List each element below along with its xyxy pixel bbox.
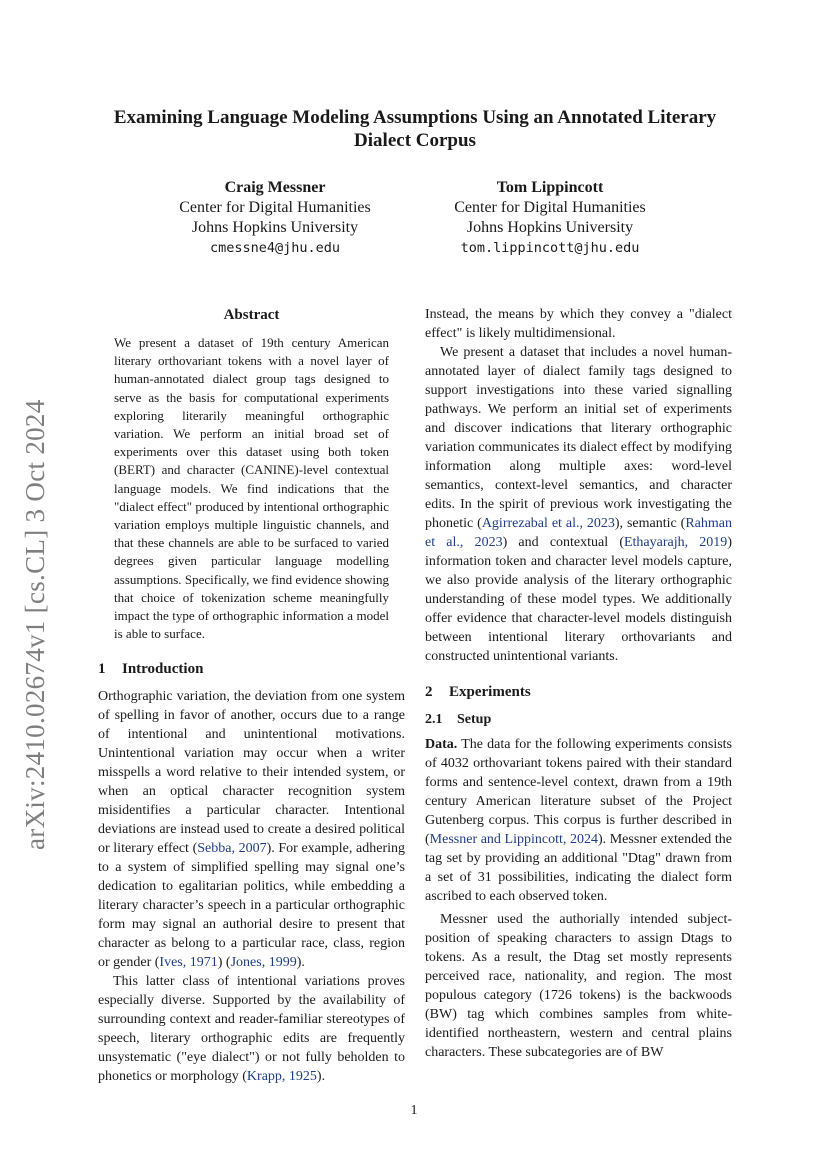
abstract-text: We present a dataset of 19th century American literary orthovariant tokens with a novel layer of human-annotated dialect group tags designed to serve as the basis for computational experiments exploring literarily meaningful orthographic variation. We perform an initial broad set of experiments over this dataset using both token (BERT) and character (CANINE)-level contextual language models. We find indications that the "dialect effect" produced by intentional orthographic variation employs multiple linguistic channels, and that these channels are able to be surfaced to varied degrees given particular language modelling assumptions. Specifically, we find evidence showing that choice of tokenization scheme meaningfully impact the type of orthographic information a model is able to surface.	[114, 335, 389, 642]
author-institution: Johns Hopkins University	[466, 219, 634, 236]
author-affiliation: Center for Digital Humanities	[454, 199, 646, 216]
paragraph-label: Data.	[425, 737, 458, 752]
page-number: 1	[410, 1103, 418, 1118]
citation-link[interactable]: Krapp, 1925	[246, 1069, 317, 1085]
intro-paragraph-1: Orthographic variation, the deviation from one system of spelling in favor of another, occurs due to a range of intentional and unintentional motivations. Unintentional variation may occur when a writer misspells a word relative to their intended system, or when an optical character recognition system misidentifies a particular character. Intentional deviations are instead used to create a desired political or literary effect (Sebba, 2007). For example, adhering to a system of simplified spelling may signal one’s dedication to egalitarian politics, while embedding a literary character’s speech in a particular orthographic form may signal an authorial desire to present that character as belong to a particular race, class, region or gender (Ives, 1971) (Jones, 1999).	[98, 689, 405, 971]
section-title: Experiments	[449, 684, 531, 700]
left-column	[98, 305, 405, 1086]
citation-link[interactable]: Ethayarajh, 2019	[623, 535, 728, 550]
subsection-number: 2.1	[425, 712, 443, 727]
setup-paragraph-1: Data. The data for the following experiments consists of 4032 orthovariant tokens paired with their standard forms and sentence-level context, drawn from a 19th century American literature subset of the Project Gutenberg corpus. This corpus is further described in (Messner and Lippincott, 2024). Messner extended the tag set by providing an additional "Dtag" drawn from a set of 31 possibilities, indicating the dialect form ascribed to each observed token.	[425, 737, 732, 904]
citation-link[interactable]: Sebba, 2007	[197, 841, 267, 857]
intro-paragraph-3: We present a dataset that includes a novel human-annotated layer of dialect family tags designed to support investigations into these varied signalling pathways. We perform an initial set of experiments and discover indications that literary orthographic variation communicates its dialect effect by modifying information along multiple axes: word-level semantics, context-level semantics, and character edits. In the spirit of previous work investigating the phonetic (Agirrezabal et al., 2023), semantic (Rahman et al., 2023) and contextual (Ethayarajh, 2019) information token and character level models capture, we also provide analysis of the literary orthographic understanding of these model types. We additionally offer evidence that character-level models distinguish between intentional literary orthovariants and constructed unintentional variants.	[425, 345, 732, 664]
author-name: Tom Lippincott	[496, 179, 604, 196]
intro-continuation: Instead, the means by which they convey a "dialect effect" is likely multidimensional.	[425, 307, 732, 341]
section-number: 1	[98, 661, 106, 678]
arxiv-stamp: arXiv:2410.02674v1 [cs.CL] 3 Oct 2024	[20, 399, 50, 850]
subsection-heading-setup	[425, 710, 732, 729]
section-number: 2	[425, 684, 433, 700]
author-name: Craig Messner	[224, 179, 326, 196]
citation-link[interactable]: Jones, 1999	[230, 955, 297, 971]
author-email: tom.lippincott@jhu.edu	[460, 240, 640, 256]
author-block	[415, 178, 685, 258]
citation-link[interactable]: Rahman et al., 2023	[425, 516, 732, 550]
author-institution: Johns Hopkins University	[191, 219, 359, 236]
subsection-title: Setup	[457, 712, 492, 727]
author-block	[140, 178, 410, 258]
title-line-1: Examining Language Modeling Assumptions Using an Annotated Literary	[113, 107, 717, 128]
right-column	[425, 305, 732, 1062]
section-title: Introduction	[122, 661, 204, 678]
intro-paragraph-2: This latter class of intentional variations proves especially diverse. Supported by the availability of surrounding context and reader-familiar stereotypes of speech, literary orthographic edits are frequently unsystematic ("eye dialect") or not fully beholden to phonetics or morphology (Krapp, 1925).	[98, 974, 405, 1085]
section-heading-experiments	[425, 682, 732, 702]
author-email: cmessne4@jhu.edu	[209, 240, 341, 256]
abstract-heading: Abstract	[223, 307, 280, 323]
paper-title	[95, 106, 735, 152]
section-heading-introduction	[98, 659, 405, 679]
setup-paragraph-2: Messner used the authorially intended subject-position of speaking characters to assign Dtags to tokens. As a result, the Dtag set mostly represents perceived race, nationality, and region. The most populous category (1726 tokens) is the backwoods (BW) tag which combines samples from white-identified northeastern, western and central plains characters. These subcategories are of BW	[425, 912, 732, 1060]
title-line-2: Dialect Corpus	[354, 130, 476, 151]
citation-link[interactable]: Messner and Lippincott, 2024	[429, 832, 598, 847]
author-affiliation: Center for Digital Humanities	[179, 199, 371, 216]
citation-link[interactable]: Ives, 1971	[159, 955, 218, 971]
citation-link[interactable]: Agirrezabal et al., 2023	[481, 516, 615, 531]
